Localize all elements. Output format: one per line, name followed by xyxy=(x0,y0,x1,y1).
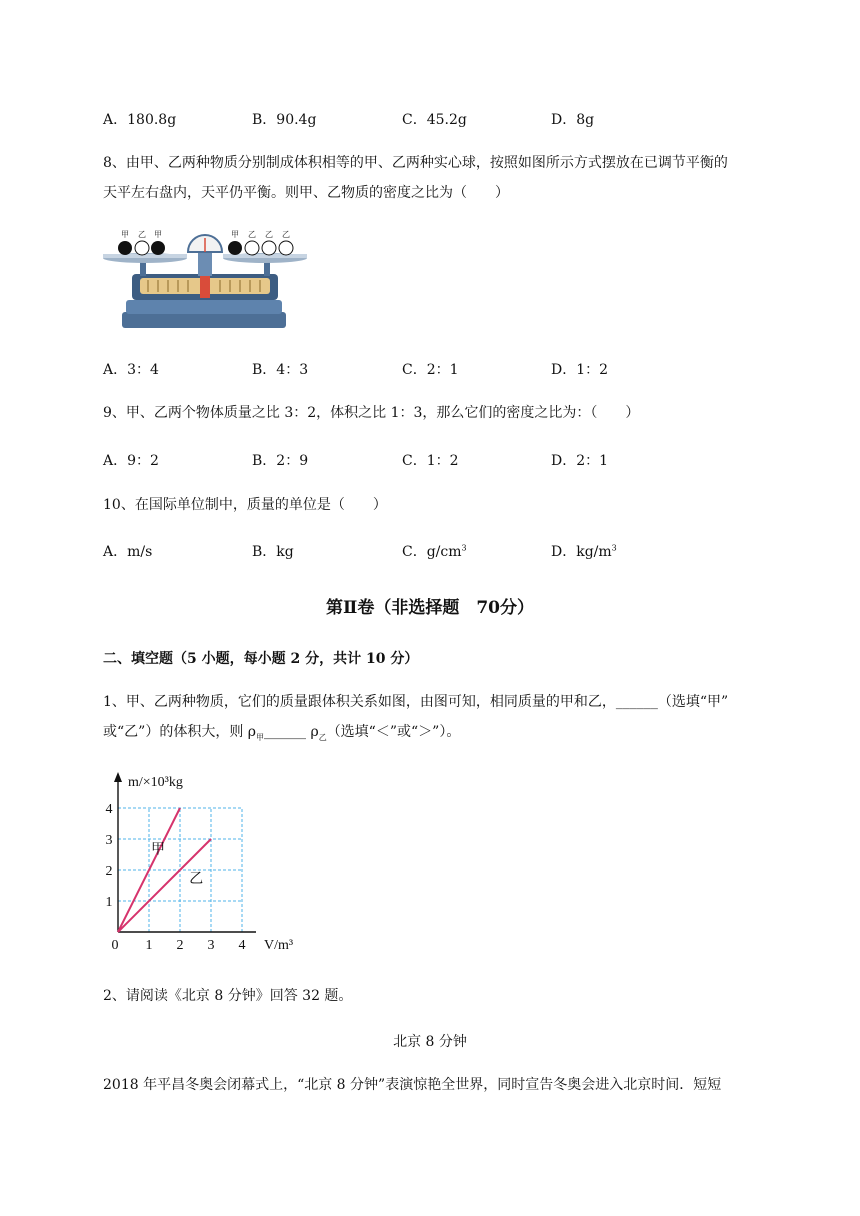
q8-option-c: C．2：1 xyxy=(402,362,459,378)
fill1-line1: 1、甲、乙两种物质，它们的质量跟体积关系如图，由图可知，相同质量的甲和乙，______（选填“甲” xyxy=(103,694,729,710)
q8-option-a: A．3：4 xyxy=(103,362,159,378)
y-axis-arrow xyxy=(114,772,122,782)
fill1-line2: 或“乙”）的体积大，则 $\rho_甲\_\_\_\_\_\_$ $\rho_乙$（选填“＜”或“＞”）。 xyxy=(103,724,461,742)
q7-option-a: A．180.8g xyxy=(103,112,177,128)
x-tick-label: 4 xyxy=(238,938,246,953)
x-tick-label: 3 xyxy=(207,938,215,953)
q10-option-c: C．$g/cm^3$ xyxy=(402,543,467,560)
y-tick-label: 1 xyxy=(105,895,113,910)
series-label-2: 乙 xyxy=(189,871,204,887)
q7-option-b: B．90.4g xyxy=(252,112,317,128)
balance-scale-illustration xyxy=(100,224,310,332)
left-pan-label-1: 甲 xyxy=(121,230,129,239)
mass-volume-chart xyxy=(95,768,315,958)
q8-stem-line2: 天平左右盘内，天平仍平衡。则甲、乙物质的密度之比为（ ） xyxy=(103,185,509,201)
q9-stem: 9、甲、乙两个物体质量之比 3：2，体积之比 1：3，那么它们的密度之比为：（ ） xyxy=(103,405,640,421)
q8-stem-line1: 8、由甲、乙两种物质分别制成体积相等的甲、乙两种实心球，按照如图所示方式摆放在已调节平衡的 xyxy=(103,155,728,171)
chart-axes xyxy=(114,772,256,932)
right-pan-label-3: 乙 xyxy=(265,230,273,239)
q9-option-c: C．1：2 xyxy=(402,453,459,469)
q7-option-c: C．45.2g xyxy=(402,112,467,128)
q10-option-a: A．m/s xyxy=(103,544,153,560)
chart-labels xyxy=(106,775,294,953)
right-pan-label-4: 乙 xyxy=(282,230,290,239)
y-tick-label: 3 xyxy=(105,833,113,848)
part2-title: 第Ⅱ卷（非选择题 70分） xyxy=(326,598,534,618)
section2-title: 二、填空题（5 小题，每小题 2 分，共计 10 分） xyxy=(103,651,419,667)
q10-option-b: B．kg xyxy=(252,544,294,560)
q10-option-d: D．$kg/m^3$ xyxy=(551,543,617,560)
y-axis-label: m/×10³kg xyxy=(128,775,183,790)
q9-option-b: B．2：9 xyxy=(252,453,309,469)
y-tick-label: 4 xyxy=(105,802,113,817)
left-pan-label-3: 甲 xyxy=(154,230,162,239)
x-tick-label: 0 xyxy=(111,938,119,953)
left-pan-label-2: 乙 xyxy=(138,230,146,239)
article-paragraph-line1: 2018 年平昌冬奥会闭幕式上，“北京 8 分钟”表演惊艳全世界，同时宣告冬奥会进入北京时间．短短 xyxy=(103,1077,722,1093)
y-tick-label: 2 xyxy=(105,864,113,879)
q10-stem: 10、在国际单位制中，质量的单位是（ ） xyxy=(103,497,387,513)
q8-option-d: D．1：2 xyxy=(551,362,609,378)
fill2-line1: 2、请阅读《北京 8 分钟》回答 32 题。 xyxy=(103,988,353,1004)
q9-option-d: D．2：1 xyxy=(551,453,609,469)
q9-option-a: A．9：2 xyxy=(103,453,159,469)
x-tick-label: 1 xyxy=(145,938,153,953)
x-axis-label: V/m³ xyxy=(264,938,294,953)
q7-option-d: D．8g xyxy=(551,112,595,128)
series-label-1: 甲 xyxy=(151,842,165,858)
right-pan-label-2: 乙 xyxy=(248,230,256,239)
x-tick-label: 2 xyxy=(176,938,184,953)
right-pan-label-1: 甲 xyxy=(231,230,239,239)
article-title: 北京 8 分钟 xyxy=(393,1034,467,1050)
q8-option-b: B．4：3 xyxy=(252,362,309,378)
